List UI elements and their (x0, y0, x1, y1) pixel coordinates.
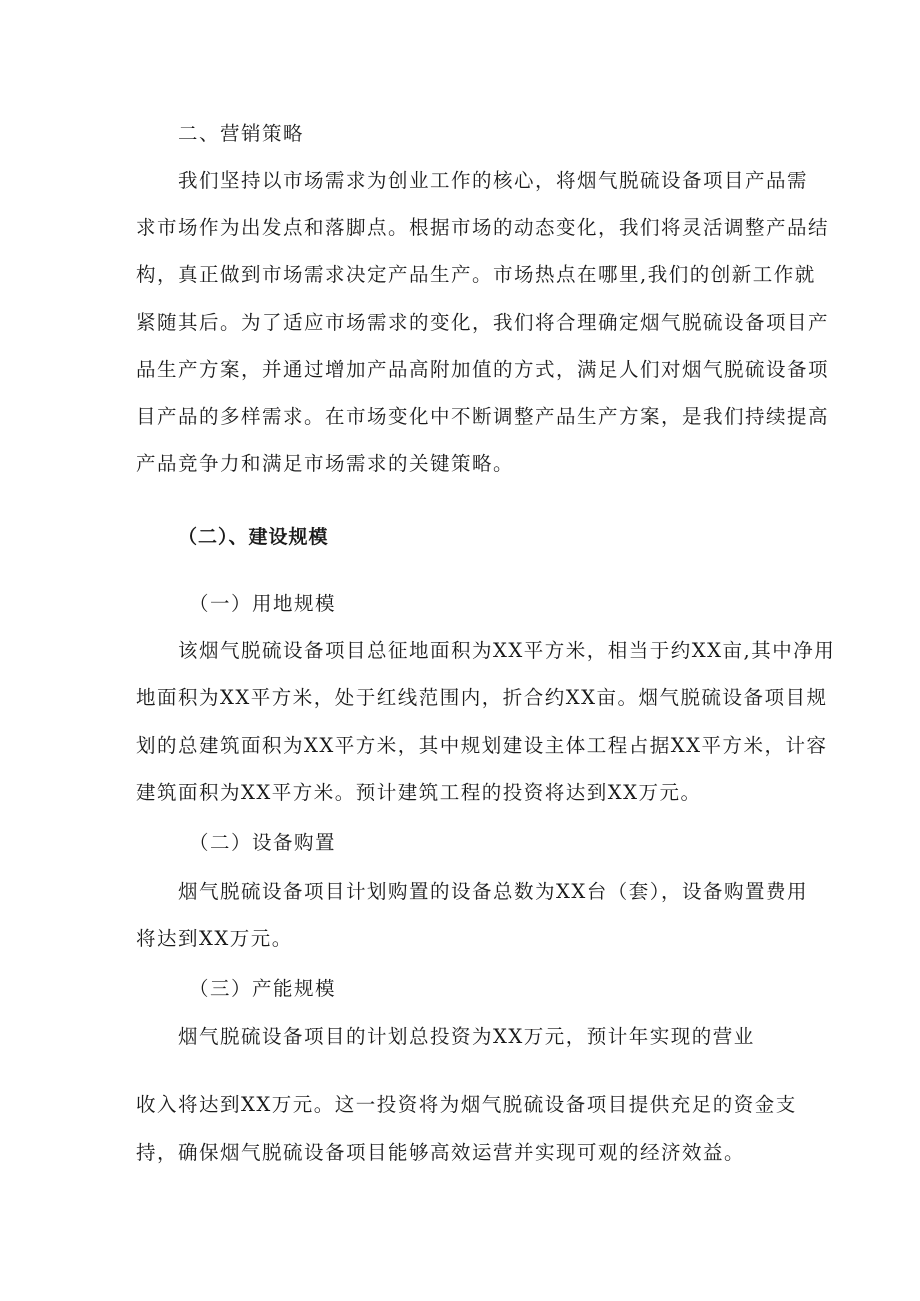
capacity-paragraph-line: 烟气脱硫设备项目的计划总投资为XX万元，预计年实现的营业 (178, 1025, 755, 1048)
marketing-paragraph-line: 品生产方案，并通过增加产品高附加值的方式，满足人们对烟气脱硫设备项 (136, 358, 830, 381)
land-paragraph-line: 建筑面积为XX平方米。预计建筑工程的投资将达到XX万元。 (136, 781, 702, 804)
equipment-paragraph-line: 将达到XX万元。 (136, 927, 293, 950)
capacity-subheading: （三）产能规模 (189, 977, 337, 1000)
capacity-paragraph-line: 收入将达到XX万元。这一投资将为烟气脱硫设备项目提供充足的资金支 (136, 1093, 797, 1116)
marketing-paragraph-line: 我们坚持以市场需求为创业工作的核心，将烟气脱硫设备项目产品需 (178, 169, 809, 192)
land-subheading: （一）用地规模 (189, 592, 337, 615)
marketing-paragraph-line: 紧随其后。为了适应市场需求的变化，我们将合理确定烟气脱硫设备项目产 (136, 311, 830, 334)
marketing-heading: 二、营销策略 (178, 122, 305, 145)
marketing-paragraph-line: 求市场作为出发点和落脚点。根据市场的动态变化，我们将灵活调整产品结 (136, 216, 830, 239)
land-paragraph-line: 划的总建筑面积为XX平方米，其中规划建设主体工程占据XX平方米，计容 (136, 734, 828, 757)
marketing-paragraph-line: 目产品的多样需求。在市场变化中不断调整产品生产方案，是我们持续提高 (136, 405, 830, 428)
equipment-subheading: （二）设备购置 (189, 831, 337, 854)
land-paragraph-line: 地面积为XX平方米，处于红线范围内，折合约XX亩。烟气脱硫设备项目规 (136, 686, 828, 709)
marketing-paragraph-line: 产品竞争力和满足市场需求的关键策略。 (136, 452, 515, 475)
marketing-paragraph-line: 构，真正做到市场需求决定产品生产。市场热点在哪里,我们的创新工作就 (136, 263, 816, 286)
scale-section-heading: （二）、建设规模 (178, 526, 329, 548)
capacity-paragraph-line: 持，确保烟气脱硫设备项目能够高效运营并实现可观的经济效益。 (136, 1141, 746, 1164)
land-paragraph-line: 该烟气脱硫设备项目总征地面积为XX平方米，相当于约XX亩,其中净用 (178, 639, 836, 662)
equipment-paragraph-line: 烟气脱硫设备项目计划购置的设备总数为XX台（套），设备购置费用 (178, 880, 809, 903)
